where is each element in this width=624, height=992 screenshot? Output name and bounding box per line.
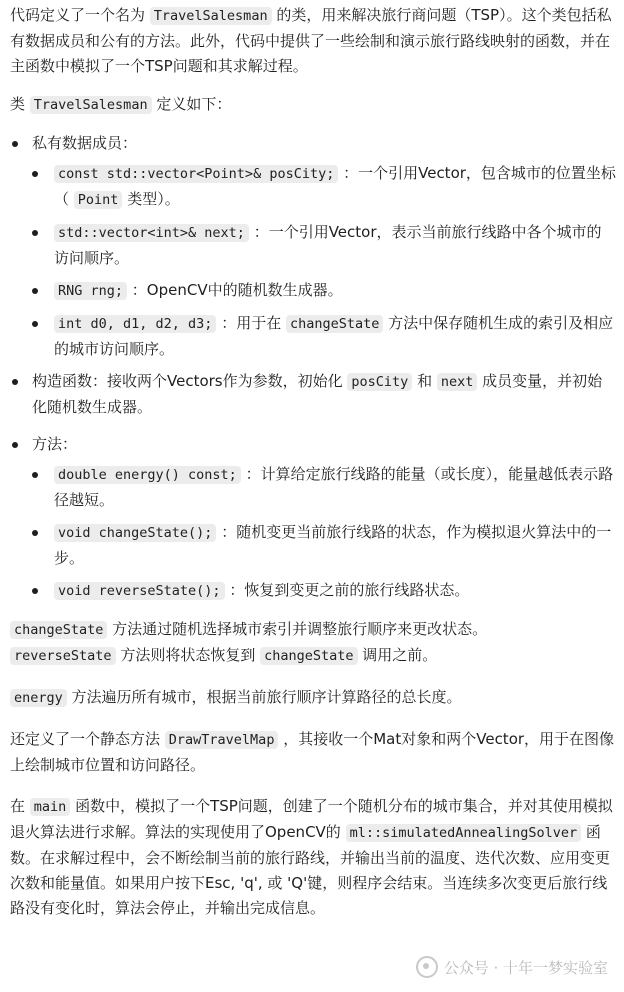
item-text: ：计算给定旅行线路的能量（或长度），能量越低表示路径越短。 [54, 465, 614, 509]
item-text: ：一个引用Vector，表示当前旅行线路中各个城市的访问顺序。 [54, 223, 602, 267]
intro-text-1: 代码定义了一个名为 [10, 6, 150, 24]
item-text: 类型）。 [122, 190, 180, 208]
inline-code: next [437, 373, 478, 391]
inline-code: TravelSalesman [150, 7, 272, 25]
paragraph-text: 函数。在求解过程中，会不断绘制当前的旅行路线，并输出当前的温度、迭代次数、应用变更次数和能量值。如果用户按下Esc, 'q', 或 'Q'键，则程序会结束。当连续多次变更后旅行线路没有变化时，算法会停止，并输出完成信息。 [10, 823, 611, 917]
list-item [10, 278, 616, 304]
methods-list [10, 462, 616, 604]
inline-code: posCity [347, 373, 412, 391]
change-state-paragraph [10, 617, 616, 669]
private-members-list [10, 161, 616, 362]
item-text: ：OpenCV中的随机数生成器。 [127, 281, 343, 299]
item-text: ：恢复到变更之前的旅行线路状态。 [224, 581, 470, 599]
bullet-icon [12, 141, 18, 147]
paragraph-text: 方法通过随机选择城市索引并调整旅行顺序来更改状态。 [107, 620, 488, 638]
ctor-text: 和 [412, 372, 437, 390]
inline-code: changeState [10, 621, 107, 639]
list-item [10, 578, 616, 604]
inline-code: void reverseState(); [54, 582, 225, 600]
class-def-paragraph [10, 92, 616, 118]
list-item [10, 462, 616, 513]
bullet-icon [32, 171, 38, 177]
inline-code: TravelSalesman [30, 96, 152, 114]
bullet-icon [12, 442, 18, 448]
inline-code: ml::simulatedAnnealingSolver [346, 824, 582, 842]
item-text: ：用于在 [216, 314, 286, 332]
bullet-icon [32, 288, 38, 294]
private-label: 私有数据成员： [32, 134, 138, 152]
inline-code: std::vector<int>& next; [54, 224, 249, 242]
wechat-logo-icon [416, 956, 438, 978]
classdef-text-1: 类 [10, 95, 30, 113]
methods-label: 方法： [32, 435, 78, 453]
bullet-icon [12, 379, 18, 385]
paragraph-text: ，其接收一个Mat对象和两个Vector，用于在图像上绘制城市位置和访问路径。 [10, 730, 615, 774]
draw-map-paragraph [10, 727, 616, 778]
list-item-private [10, 131, 616, 362]
inline-code: main [30, 798, 71, 816]
intro-paragraph [10, 3, 616, 79]
list-item-constructor [10, 369, 616, 420]
paragraph-text: 在 [10, 797, 30, 815]
energy-paragraph [10, 685, 616, 711]
item-text: ：随机变更当前旅行线路的状态，作为模拟退火算法中的一步。 [54, 523, 612, 567]
item-text: 方法中保存随机生成的索引及相应的城市访问顺序。 [54, 314, 614, 358]
inline-code: int d0, d1, d2, d3; [54, 315, 216, 333]
intro-text-2: 的类，用来解决旅行商问题（TSP）。这个类包括私有数据成员和公有的方法。此外，代码中提供了一些绘制和演示旅行路线映射的函数，并在主函数中模拟了一个TSP问题和其求解过程。 [10, 6, 612, 75]
paragraph-text: 还定义了一个静态方法 [10, 730, 165, 748]
bullet-icon [32, 588, 38, 594]
list-item [10, 161, 616, 213]
bullet-icon [32, 230, 38, 236]
inline-code: double energy() const; [54, 466, 241, 484]
bullet-icon [32, 472, 38, 478]
watermark [416, 956, 608, 978]
ctor-text: 构造函数：接收两个Vectors作为参数，初始化 [32, 372, 348, 390]
list-item [10, 311, 616, 362]
inline-code: changeState [260, 647, 357, 665]
main-paragraph [10, 794, 616, 921]
list-item [10, 520, 616, 571]
paragraph-text: 调用之前。 [357, 646, 438, 664]
watermark-text: 公众号 · 十年一梦实验室 [443, 958, 608, 977]
inline-code: RNG rng; [54, 282, 127, 300]
inline-code: const std::vector<Point>& posCity; [54, 165, 338, 183]
inline-code: changeState [286, 315, 383, 333]
inline-code: energy [10, 689, 67, 707]
bullet-icon [32, 321, 38, 327]
ctor-text: 成员变量，并初始化随机数生成器。 [32, 372, 603, 416]
inline-code: DrawTravelMap [165, 731, 279, 749]
class-structure-list [10, 131, 616, 604]
list-item [10, 220, 616, 271]
document-body [10, 0, 616, 921]
inline-code: void changeState(); [54, 524, 216, 542]
paragraph-text: 方法则将状态恢复到 [115, 646, 261, 664]
paragraph-text: 函数中，模拟了一个TSP问题，创建了一个随机分布的城市集合，并对其使用模拟退火算法进行求解。算法的实现使用了OpenCV的 [10, 797, 613, 841]
item-text: ：一个引用Vector，包含城市的位置坐标（ [54, 164, 616, 208]
bullet-icon [32, 530, 38, 536]
paragraph-text: 方法遍历所有城市，根据当前旅行顺序计算路径的总长度。 [66, 688, 462, 706]
inline-code: Point [74, 191, 123, 209]
list-item-methods [10, 432, 616, 604]
inline-code: reverseState [10, 647, 116, 665]
classdef-text-2: 定义如下： [151, 95, 232, 113]
